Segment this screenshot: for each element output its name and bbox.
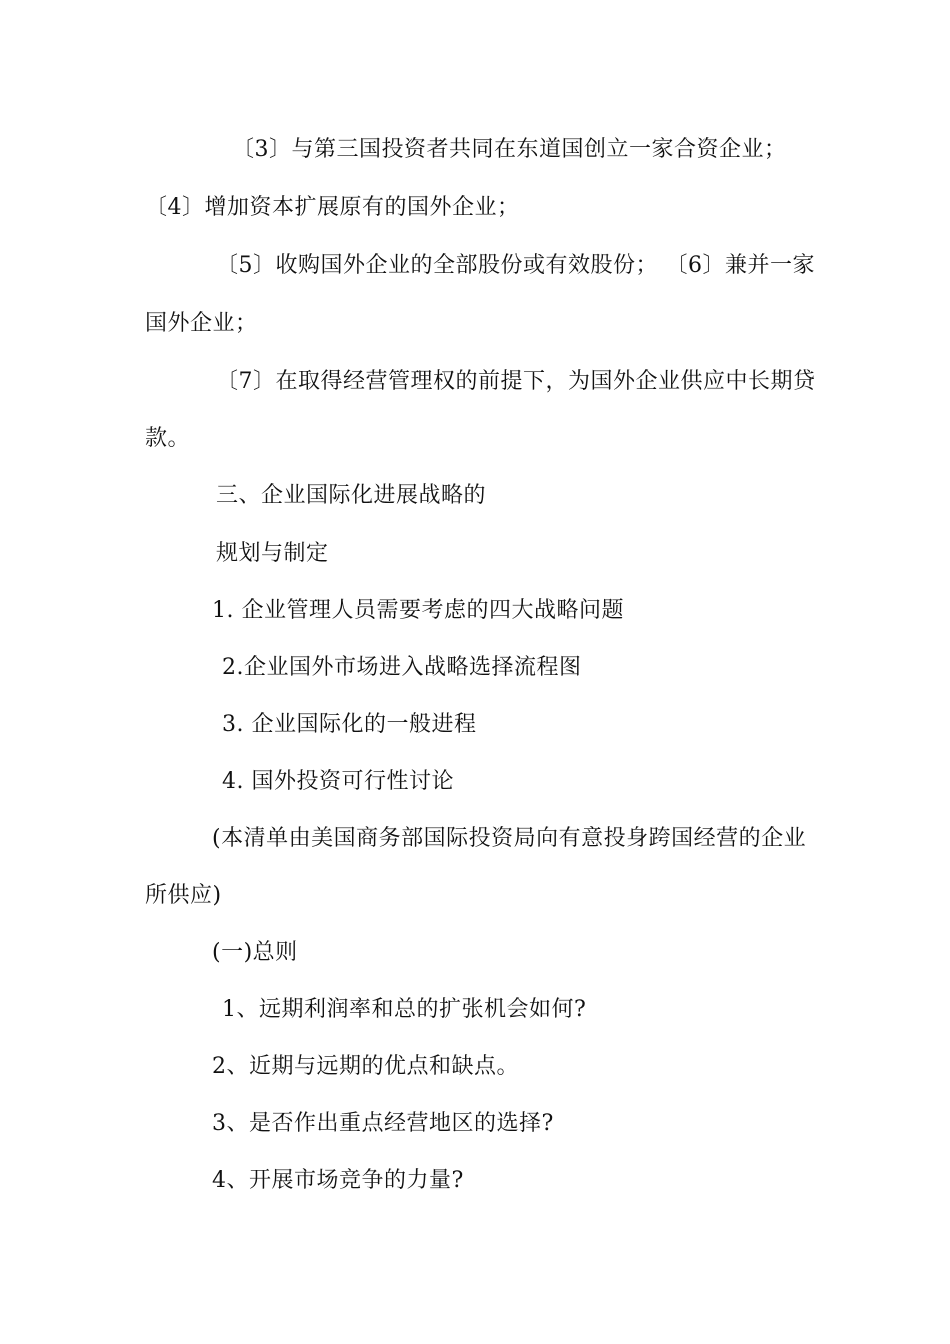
text-line: 〔3〕与第三国投资者共同在东道国创立一家合资企业；	[232, 137, 787, 162]
text-line: 〔5〕收购国外企业的全部股份或有效股份； 〔6〕兼并一家	[216, 253, 815, 278]
list-item: 3. 企业国际化的一般进程	[222, 712, 477, 737]
list-item: 3、是否作出重点经营地区的选择?	[212, 1111, 554, 1136]
text-line: 款。	[145, 426, 191, 451]
list-item: 4. 国外投资可行性讨论	[222, 769, 454, 794]
text-line: (本清单由美国商务部国际投资局向有意投身跨国经营的企业	[212, 826, 807, 851]
list-item: 1. 企业管理人员需要考虑的四大战略问题	[212, 598, 624, 623]
subsection-heading: (一)总则	[212, 940, 298, 965]
text-line: 〔4〕增加资本扩展原有的国外企业；	[145, 195, 520, 220]
list-item: 2、近期与远期的优点和缺点。	[212, 1054, 519, 1079]
list-item: 2.企业国外市场进入战略选择流程图	[222, 655, 582, 680]
section-heading: 三、企业国际化进展战略的	[216, 483, 487, 508]
list-item: 1、远期利润率和总的扩张机会如何?	[222, 997, 587, 1022]
text-line: 所供应)	[145, 883, 222, 908]
text-line: 国外企业；	[145, 311, 258, 336]
list-item: 4、开展市场竞争的力量?	[212, 1168, 464, 1193]
text-line: 〔7〕在取得经营管理权的前提下，为国外企业供应中长期贷	[216, 369, 816, 394]
section-heading: 规划与制定	[216, 541, 329, 566]
